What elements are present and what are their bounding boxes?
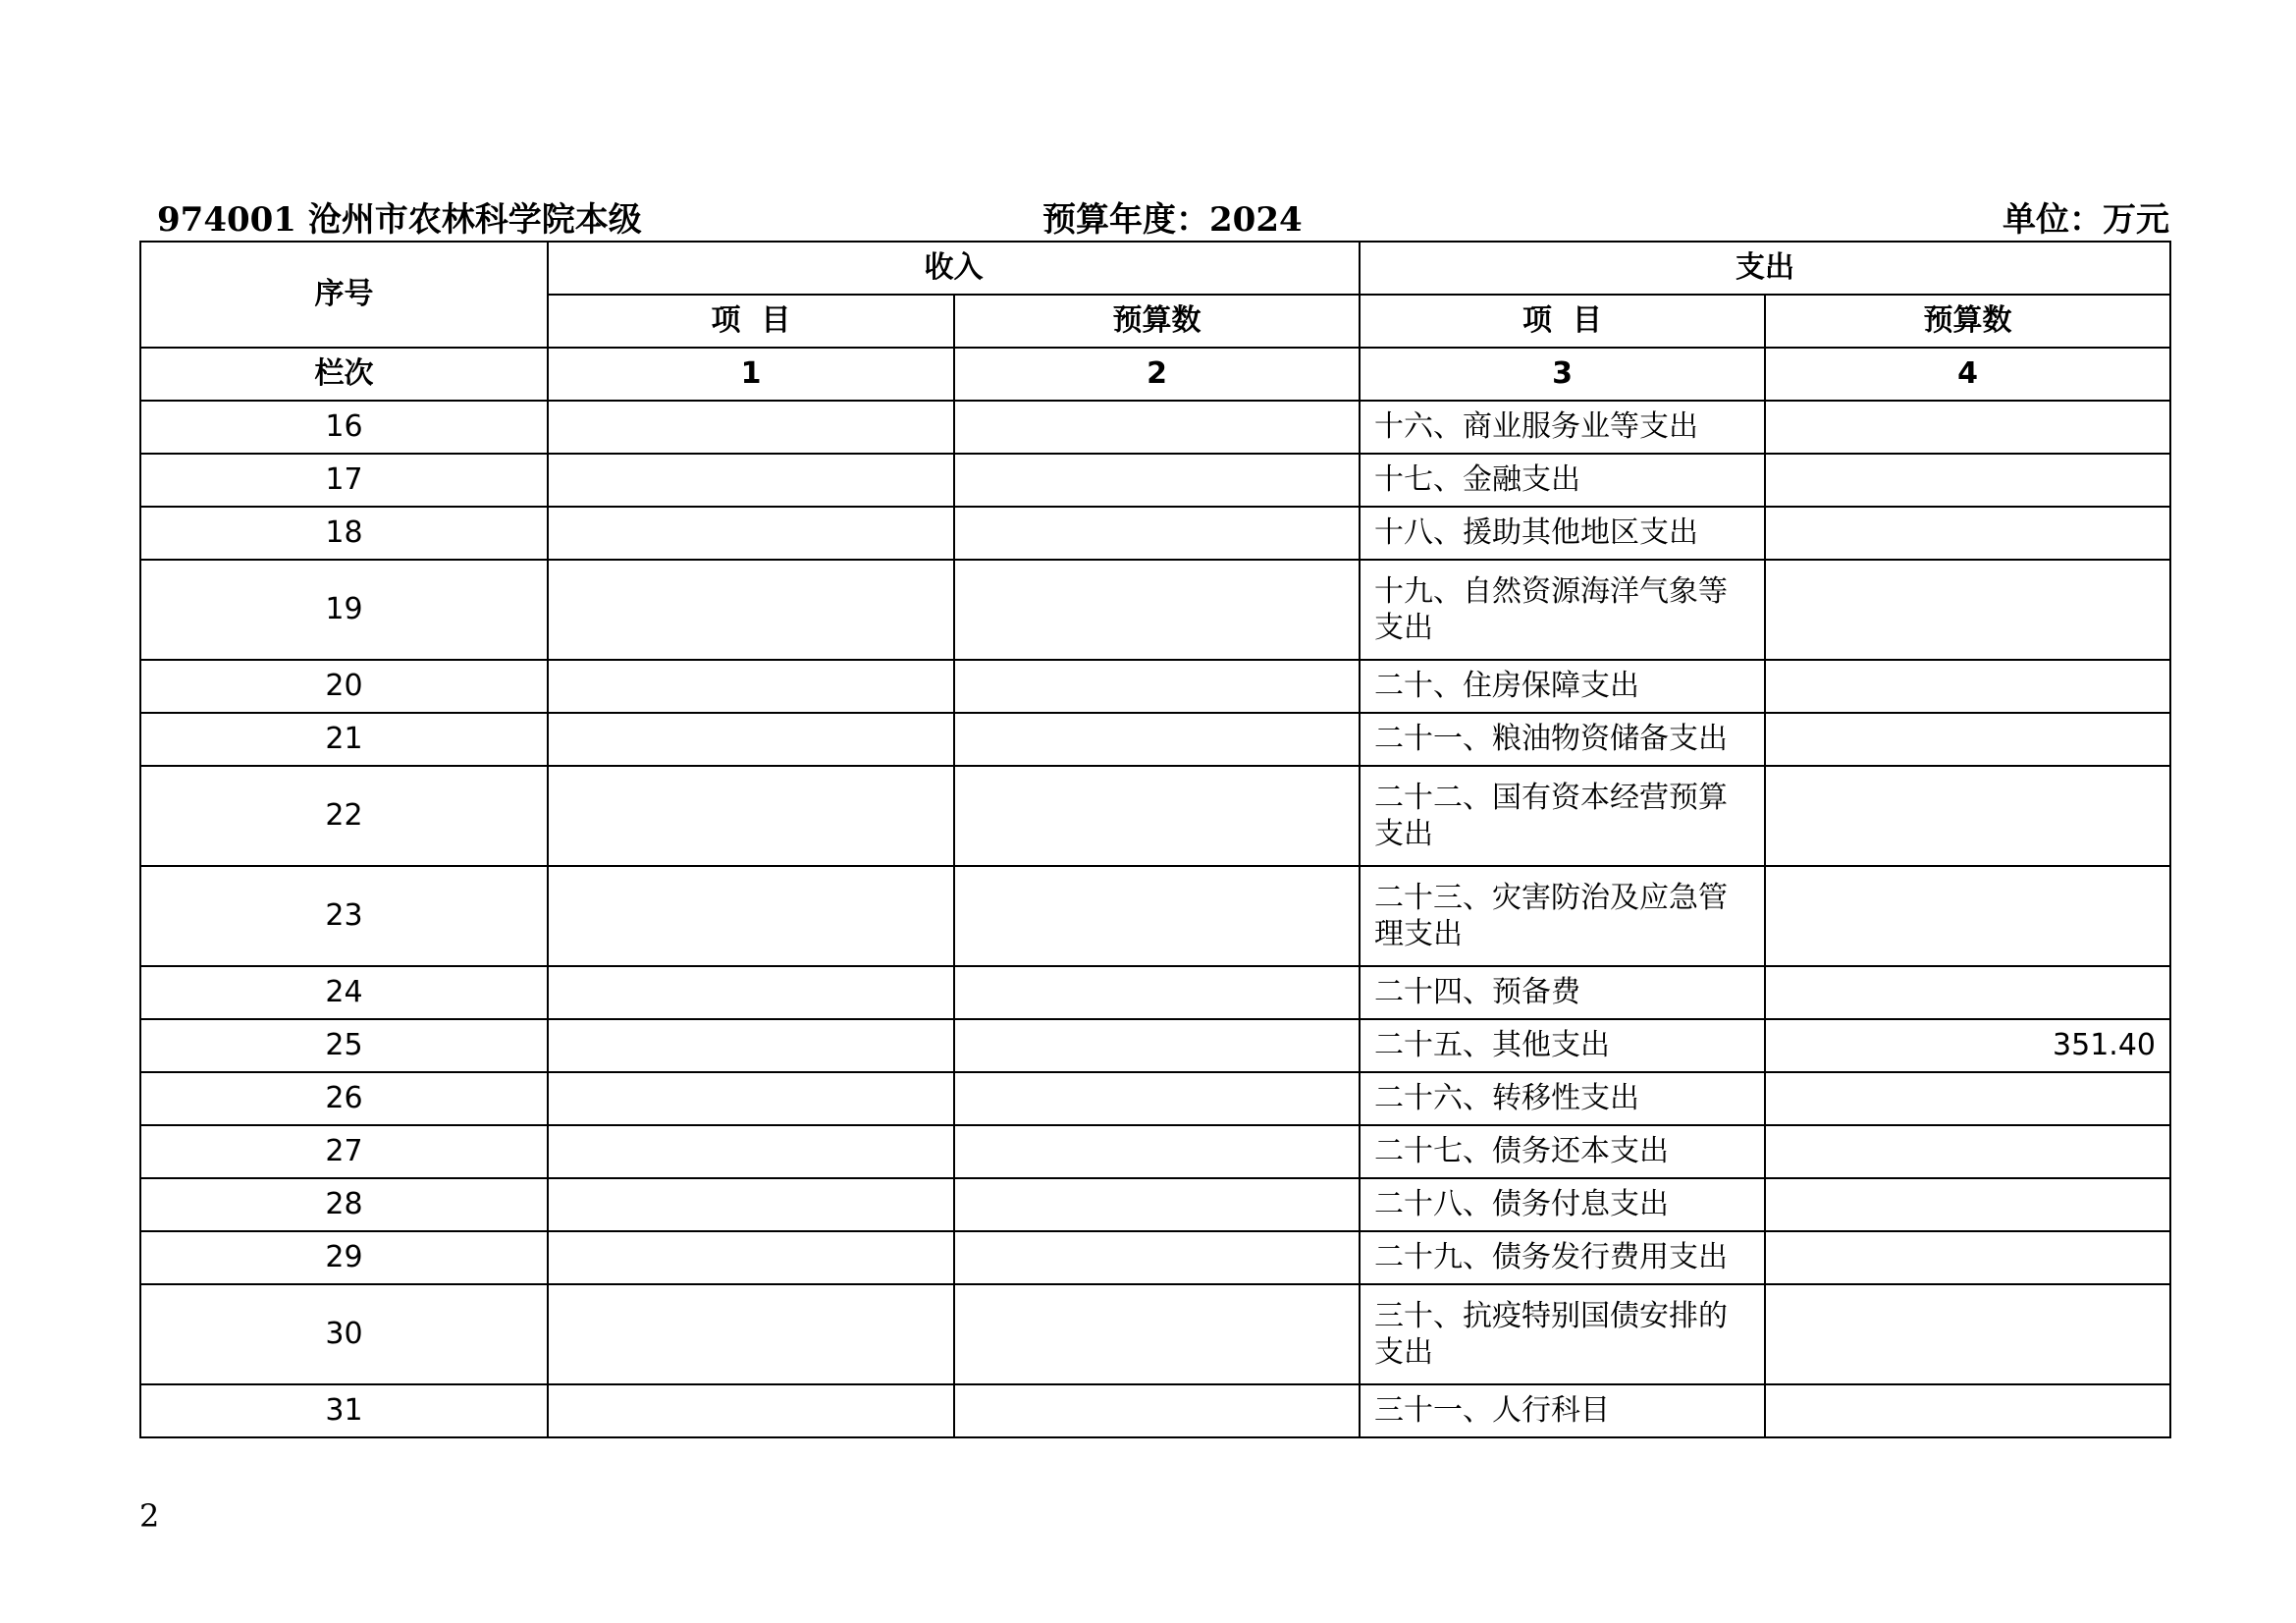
seq-cell: 26 xyxy=(140,1072,548,1125)
income-item-cell xyxy=(548,1019,954,1072)
income-amount-cell xyxy=(954,1019,1360,1072)
expense-amount-cell xyxy=(1765,1384,2170,1437)
income-item-cell xyxy=(548,966,954,1019)
budget-year: 预算年度：2024 xyxy=(1042,200,1303,240)
seq-cell: 20 xyxy=(140,660,548,713)
expense-item-cell: 二十四、预备费 xyxy=(1360,966,1765,1019)
expense-amount-cell xyxy=(1765,713,2170,766)
income-amount-cell xyxy=(954,766,1360,866)
col-num-4: 4 xyxy=(1765,348,2170,401)
expense-item-cell: 二十二、国有资本经营预算支出 xyxy=(1360,766,1765,866)
income-item-cell xyxy=(548,1125,954,1178)
income-item-cell xyxy=(548,713,954,766)
expense-amount-cell xyxy=(1765,766,2170,866)
seq-cell: 25 xyxy=(140,1019,548,1072)
expense-item-cell: 二十六、转移性支出 xyxy=(1360,1072,1765,1125)
income-budget-header: 预算数 xyxy=(954,295,1360,348)
table-row xyxy=(140,507,2170,560)
income-amount-cell xyxy=(954,660,1360,713)
expense-amount-cell xyxy=(1765,507,2170,560)
table-row xyxy=(140,866,2170,966)
header-row-index xyxy=(140,348,2170,401)
income-amount-cell xyxy=(954,560,1360,660)
expense-item-cell: 三十一、人行科目 xyxy=(1360,1384,1765,1437)
seq-cell: 21 xyxy=(140,713,548,766)
income-item-cell xyxy=(548,1284,954,1384)
table-row xyxy=(140,1072,2170,1125)
expense-item-cell: 二十七、债务还本支出 xyxy=(1360,1125,1765,1178)
unit-label: 单位：万元 xyxy=(2002,200,2169,240)
table-row xyxy=(140,401,2170,454)
income-amount-cell xyxy=(954,1125,1360,1178)
seq-cell: 17 xyxy=(140,454,548,507)
page-number: 2 xyxy=(139,1497,160,1535)
expense-amount-cell xyxy=(1765,1178,2170,1231)
expense-amount-cell xyxy=(1765,1231,2170,1284)
income-item-cell xyxy=(548,454,954,507)
seq-cell: 16 xyxy=(140,401,548,454)
table-row xyxy=(140,1125,2170,1178)
expense-item-cell: 十九、自然资源海洋气象等支出 xyxy=(1360,560,1765,660)
income-item-cell xyxy=(548,401,954,454)
expense-amount-cell xyxy=(1765,966,2170,1019)
expense-item-cell: 二十一、粮油物资储备支出 xyxy=(1360,713,1765,766)
table-row xyxy=(140,966,2170,1019)
expense-amount-cell xyxy=(1765,1072,2170,1125)
row-index-label: 栏次 xyxy=(140,348,548,401)
seq-cell: 28 xyxy=(140,1178,548,1231)
expense-amount-cell xyxy=(1765,660,2170,713)
budget-table xyxy=(139,241,2171,1438)
expense-item-cell: 二十三、灾害防治及应急管理支出 xyxy=(1360,866,1765,966)
col-num-3: 3 xyxy=(1360,348,1765,401)
seq-cell: 30 xyxy=(140,1284,548,1384)
income-item-cell xyxy=(548,660,954,713)
table-row xyxy=(140,1019,2170,1072)
income-amount-cell xyxy=(954,401,1360,454)
income-amount-cell xyxy=(954,1072,1360,1125)
expense-amount-cell xyxy=(1765,454,2170,507)
expense-amount-cell xyxy=(1765,866,2170,966)
header-row-groups xyxy=(140,242,2170,295)
seq-cell: 31 xyxy=(140,1384,548,1437)
expense-item-cell: 十六、商业服务业等支出 xyxy=(1360,401,1765,454)
expense-item-cell: 二十九、债务发行费用支出 xyxy=(1360,1231,1765,1284)
expense-item-cell: 三十、抗疫特别国债安排的支出 xyxy=(1360,1284,1765,1384)
expense-amount-cell xyxy=(1765,1125,2170,1178)
seq-cell: 18 xyxy=(140,507,548,560)
income-amount-cell xyxy=(954,507,1360,560)
col-num-1: 1 xyxy=(548,348,954,401)
unit-name: 974001 沧州市农林科学院本级 xyxy=(157,200,642,240)
income-item-cell xyxy=(548,507,954,560)
table-row xyxy=(140,560,2170,660)
income-amount-cell xyxy=(954,1178,1360,1231)
seq-cell: 22 xyxy=(140,766,548,866)
income-amount-cell xyxy=(954,966,1360,1019)
income-amount-cell xyxy=(954,1231,1360,1284)
income-item-cell xyxy=(548,866,954,966)
table-row xyxy=(140,713,2170,766)
col-seq-header: 序号 xyxy=(140,242,548,348)
expense-item-cell: 十七、金融支出 xyxy=(1360,454,1765,507)
income-amount-cell xyxy=(954,1284,1360,1384)
income-item-cell xyxy=(548,560,954,660)
income-amount-cell xyxy=(954,454,1360,507)
income-item-cell xyxy=(548,1384,954,1437)
expense-item-cell: 二十、住房保障支出 xyxy=(1360,660,1765,713)
expense-item-header: 项 目 xyxy=(1360,295,1765,348)
income-group-header: 收入 xyxy=(548,242,1360,295)
seq-cell: 24 xyxy=(140,966,548,1019)
expense-item-cell: 二十五、其他支出 xyxy=(1360,1019,1765,1072)
col-num-2: 2 xyxy=(954,348,1360,401)
table-row xyxy=(140,766,2170,866)
expense-amount-cell xyxy=(1765,401,2170,454)
income-item-header: 项 目 xyxy=(548,295,954,348)
seq-cell: 19 xyxy=(140,560,548,660)
table-row xyxy=(140,1178,2170,1231)
seq-cell: 27 xyxy=(140,1125,548,1178)
income-item-cell xyxy=(548,1231,954,1284)
income-item-cell xyxy=(548,766,954,866)
expense-amount-cell: 351.40 xyxy=(1765,1019,2170,1072)
expense-amount-cell xyxy=(1765,560,2170,660)
page-header xyxy=(139,187,2169,245)
income-item-cell xyxy=(548,1178,954,1231)
income-amount-cell xyxy=(954,713,1360,766)
table-row xyxy=(140,1231,2170,1284)
expense-item-cell: 二十八、债务付息支出 xyxy=(1360,1178,1765,1231)
income-item-cell xyxy=(548,1072,954,1125)
expense-amount-cell xyxy=(1765,1284,2170,1384)
table-row xyxy=(140,1284,2170,1384)
table-row xyxy=(140,1384,2170,1437)
table-row xyxy=(140,660,2170,713)
expense-group-header: 支出 xyxy=(1360,242,2170,295)
seq-cell: 29 xyxy=(140,1231,548,1284)
expense-item-cell: 十八、援助其他地区支出 xyxy=(1360,507,1765,560)
expense-budget-header: 预算数 xyxy=(1765,295,2170,348)
income-amount-cell xyxy=(954,866,1360,966)
income-amount-cell xyxy=(954,1384,1360,1437)
seq-cell: 23 xyxy=(140,866,548,966)
table-row xyxy=(140,454,2170,507)
